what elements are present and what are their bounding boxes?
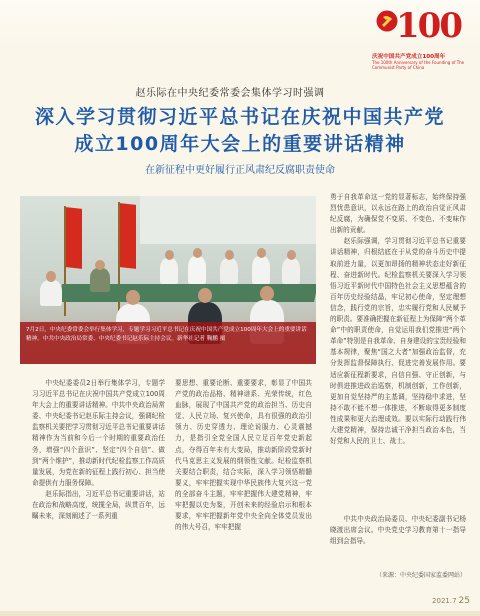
attendee [160, 258, 178, 284]
attendee [188, 256, 206, 284]
attendee-head [257, 248, 266, 258]
flag [66, 207, 82, 269]
attendee-head [165, 250, 174, 260]
attendee [40, 280, 62, 306]
attendee [252, 256, 270, 284]
body-column-left: 中央纪委委员2日举行集体学习，专题学习习近平总书记在庆祝中国共产党成立100周年大会上的重要讲话精神。中共中央政治局常委、中央纪委书记赵乐际主持会议，强调纪检监察机关要把学习贯彻习近平总书记重要讲话精神作为当前和今后一个时期的重要政治任务，增强“四个意识”、坚定“四个自信”、做到“两个维护”，推动新时代纪检监察工作高质量发展，为党在新的征程上践行初心、担当使命提供有力服务保障。 赵乐际指出，习近平总书记重要讲话，站在政治和战略高度，统揽全局，纵贯百年，远瞩未来，深刻阐述了一系列重 [32, 379, 165, 521]
body-column-right: 勇于自我革命这一党的显著标志，始终保持强烈忧患意识，以永远在路上的政治自觉正风肃纪反腐，为确保党不变质、不变色、不变味作出新的贡献。 赵乐际强调，学习贯彻习近平总书记重要讲话精神，归根结底在于从党的奋斗历史中提取前进力量，以更加昂扬的精神状态走好新征程、奋进新时代。纪检监察机关要深入学习领悟习近平新时代中国特色社会主义思想蕴含的百年历史经验结晶，牢记初心使命，坚定理想信念，践行党的宗旨，忠实履行党和人民赋予的职责。要准确把握在新征程上为保障“两个革命”中的职责使命，自觉运用我们党推进“两个革命”特别是自我革命、自身建设的宝贵经验和基本规律，聚焦“国之大者”加强政治监督，充分发挥监督保障执行、促进完善发展作用。要适应新征程新要求，自信自强、守正创新，与时俱进推进政治巡察，机制创新，工作创新，更加自觉坚持严的主基调，坚持稳中求进，坚持不敢不能不想一体推进，不断取得更多制度性成果和更大治理成效。要以实际行动践行伟大建党精神，保持忠诚干净担当政治本色，当好党和人民的卫士、战士。 [330, 193, 466, 446]
page-folio [420, 596, 470, 606]
attendee [282, 258, 300, 284]
flag [120, 203, 136, 269]
party-emblem-icon [376, 10, 398, 32]
bottom-divider [0, 611, 480, 616]
page-number: 25 [458, 596, 470, 606]
logo-number: 100 [396, 6, 461, 46]
article-subhead: 在新征程中更好履行正风肃纪反腐职责使命 [145, 165, 335, 176]
article-kicker: 赵乐际在中央纪委常委会集体学习时强调 [135, 88, 325, 99]
body-column-tail: 中共中央政治局委员、中央纪委副书记杨晓渡出席会议。中央党史学习教育第十一指导组到会指导。 [330, 515, 466, 546]
centenary-logo [370, 6, 474, 80]
photo-caption-bar [20, 322, 316, 364]
attendee-head [287, 250, 296, 260]
attendee-head [198, 288, 212, 303]
attendee-head [46, 271, 56, 282]
issue-date: 2021.7 [432, 597, 457, 605]
body-column-middle: 要思想、重要论断、重要要求，彰显了中国共产党的政治品格、精神谱系、光荣传统，红色血脉，展现了中国共产党的政治担当、历史自觉、人民立场、复兴使命，具有很强的政治引领力、历史穿透力、理论说服力、心灵震撼力，是指引全党全国人民立足百年党史新起点，夺得百年未有大变局，推动新阶段党新时代马克思主义发展的纲领性文献。纪检监察机关要结合职责，结合实际，深入学习领悟精髓要义，牢牢把握实现中华民族伟大复兴这一党的全部奋斗主题，牢牢把握伟大建党精神，牢牢把握以史为鉴，开创未来的经验启示和根本要求，牢牢把握新年党中央全向全体党员发出的伟大号召，牢牢把握 [175, 379, 312, 532]
attendee-head [225, 250, 234, 260]
attendee-head [126, 290, 140, 305]
article-headline-line1: 深入学习贯彻习近平总书记在庆祝中国共产党 [34, 106, 445, 128]
logo-caption-en: The 100th Anniversary of the Founding of The Communist Party of China [372, 60, 465, 70]
photo-wall [140, 196, 316, 244]
article-source: （来源：中央纪委国家监委网站） [375, 572, 466, 579]
attendee-head [95, 260, 105, 270]
attendee-head [260, 286, 274, 301]
attendee-head [193, 248, 202, 258]
article-headline-line2: 成立100周年大会上的重要讲话精神 [74, 133, 406, 155]
logo-caption-cn: 庆祝中国共产党成立100周年 [372, 54, 446, 60]
attendee [220, 258, 238, 284]
attendee [90, 268, 110, 292]
photo-caption: 7月2日，中央纪委常委会举行集体学习，专题学习习近平总书记在庆祝中国共产党成立100周年大会上的重要讲话精神。中共中央政治局常委、中央纪委书记赵乐际主持会议。新华社记者 鞠鹏 摄 [26, 327, 307, 342]
